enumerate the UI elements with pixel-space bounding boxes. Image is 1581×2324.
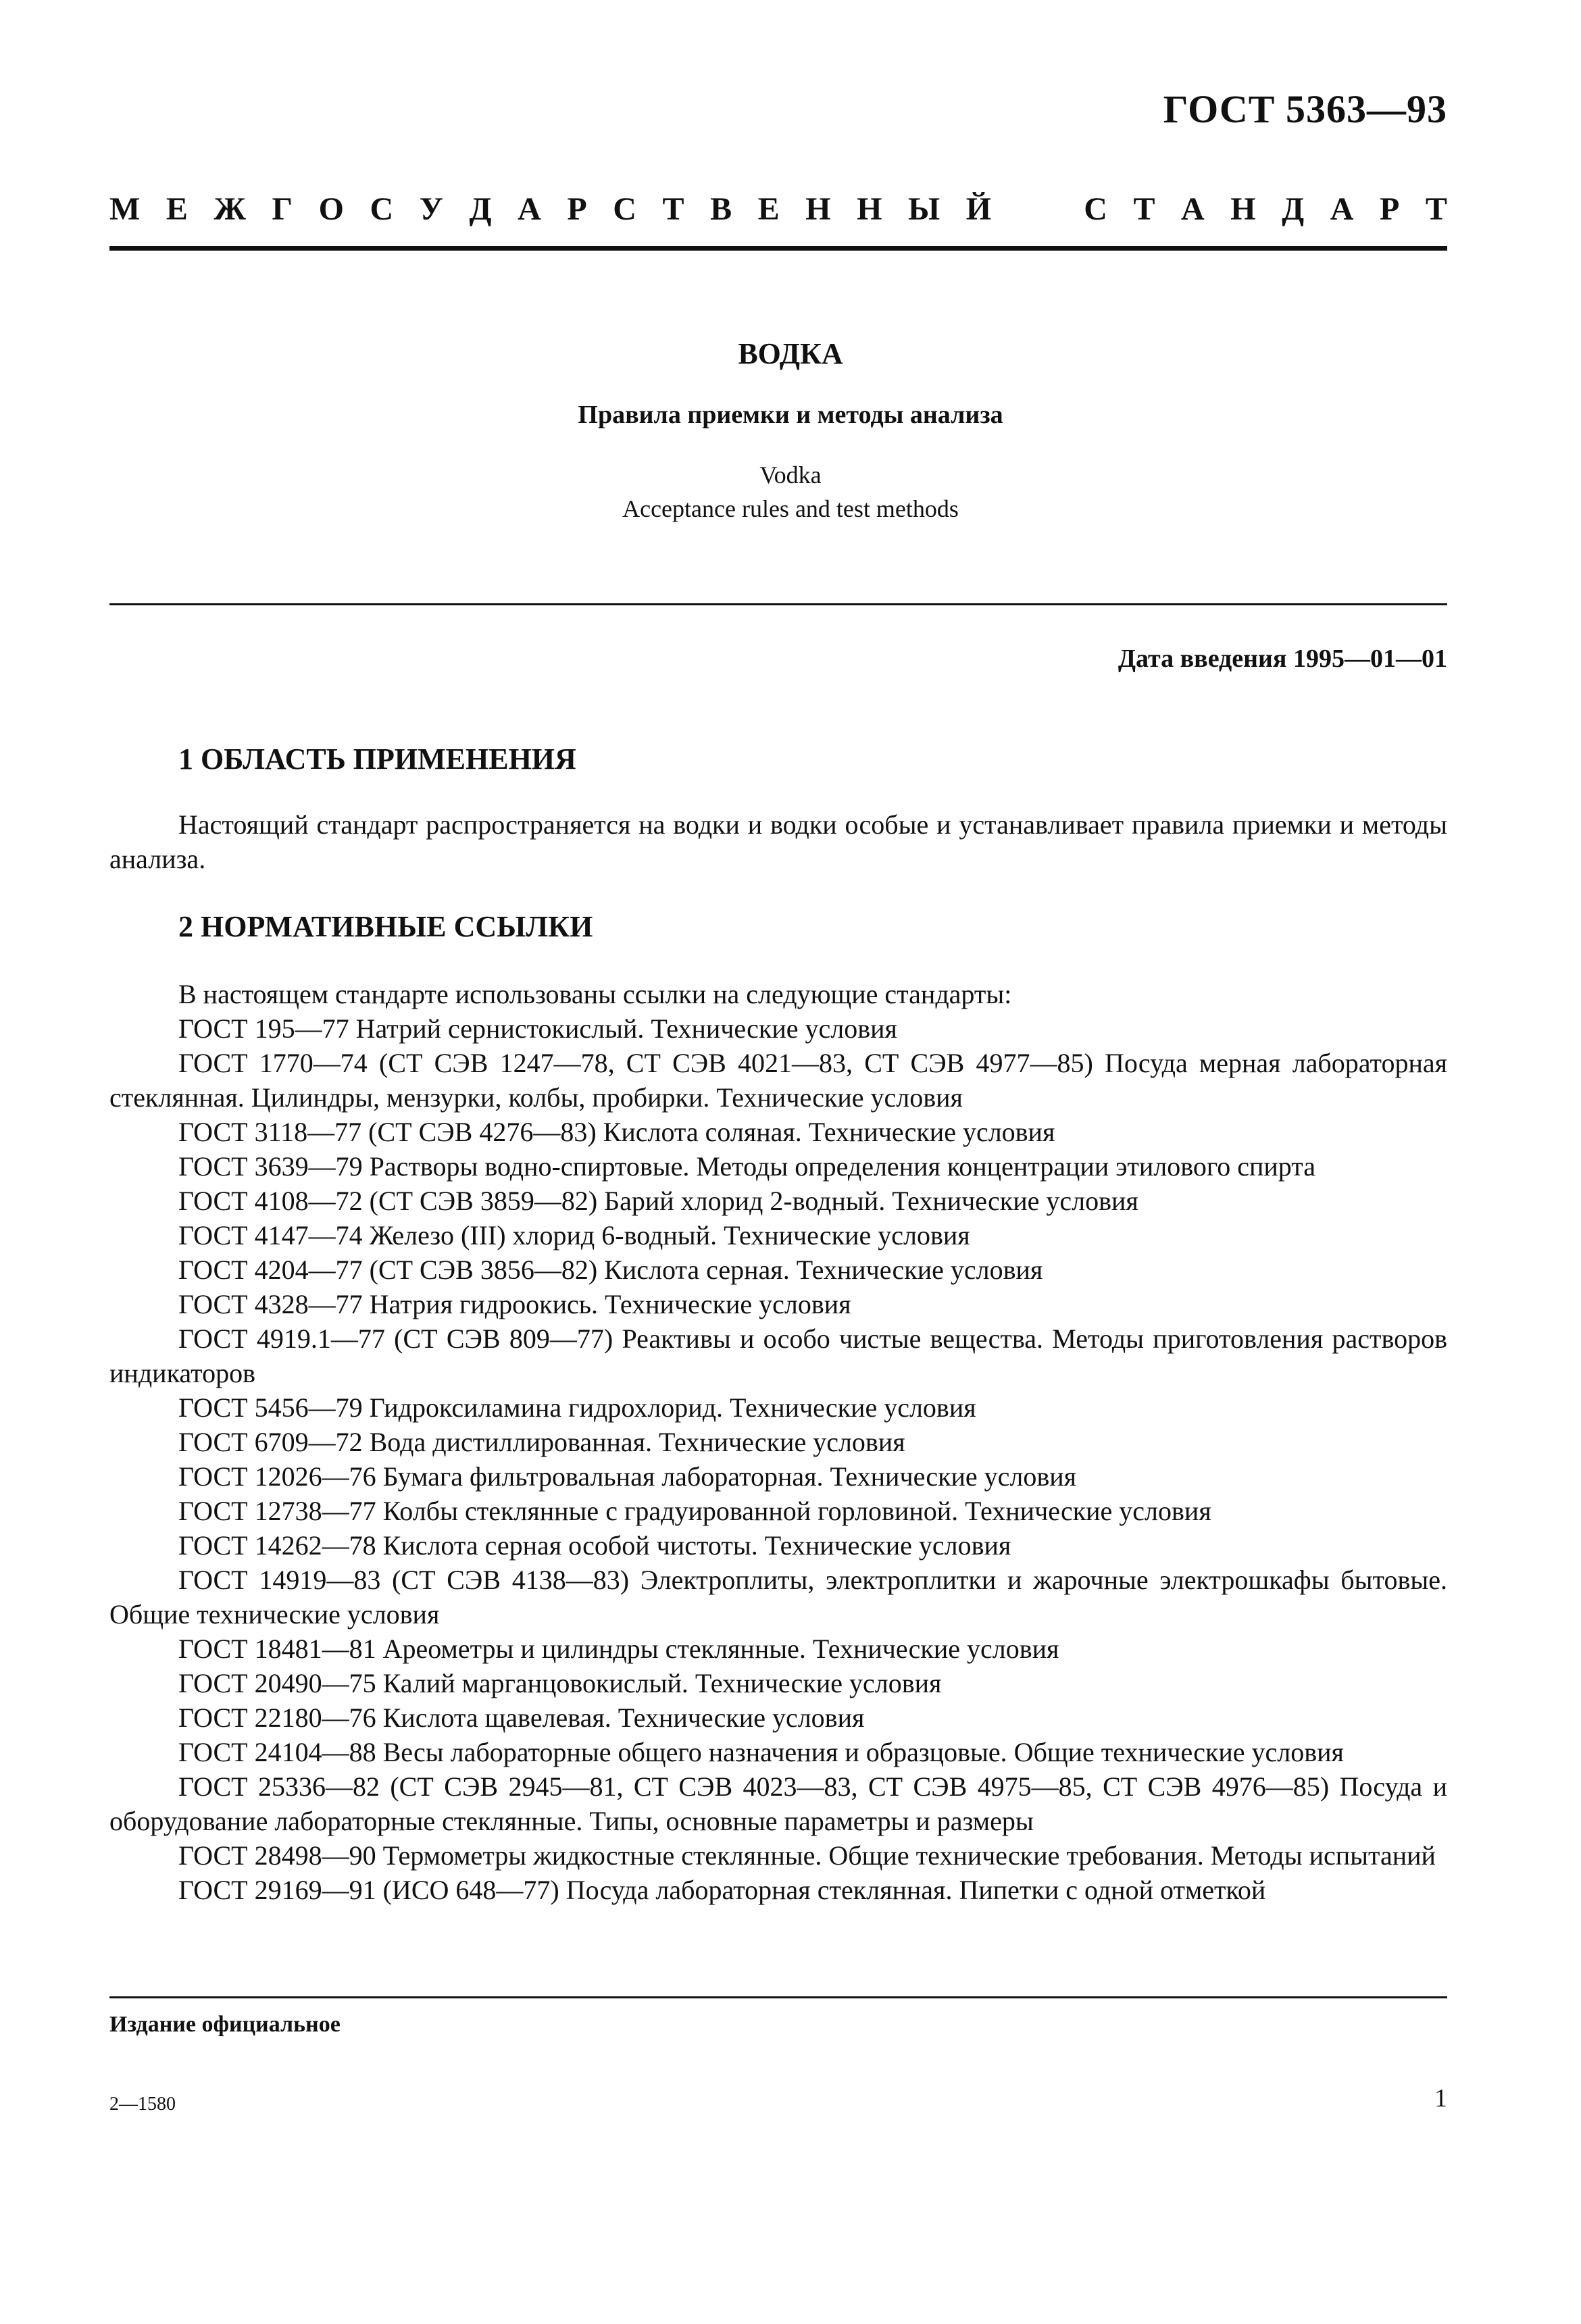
scope-text: [109, 807, 1447, 876]
section-heading-scope: 1 ОБЛАСТЬ ПРИМЕНЕНИЯ: [178, 742, 576, 776]
reference-item: ГОСТ 4147—74 Железо (III) хлорид 6-водный. Технические условия: [178, 1220, 970, 1251]
reference-item: ГОСТ 1770—74 (СТ СЭВ 1247—78, СТ СЭВ 4021—83, СТ СЭВ 4977—85) Посуда мерная лабораторная стеклянная. Цилиндры, мензурки, колбы, пробирки. Технические условия: [109, 1048, 1447, 1113]
banner-letter: С: [613, 191, 636, 227]
interstate-standard-banner: [109, 191, 1447, 228]
banner-letter: А: [1330, 191, 1354, 227]
document-subtitle: Правила приемки и методы анализа: [578, 401, 1003, 429]
banner-letter: В: [710, 191, 732, 227]
paragraph: Настоящий стандарт распространяется на водки и водки особые и устанавливает правила приемки и методы анализа.: [109, 809, 1447, 874]
banner-letter: А: [518, 191, 541, 227]
reference-item: ГОСТ 18481—81 Ареометры и цилиндры стеклянные. Технические условия: [178, 1634, 1059, 1664]
banner-letter: Д: [1282, 191, 1305, 227]
document-title: ВОДКА: [738, 337, 843, 370]
english-title: [0, 458, 1581, 526]
banner-letter: Д: [469, 191, 492, 227]
banner-letter: Р: [567, 191, 587, 227]
reference-item: ГОСТ 5456—79 Гидроксиламина гидрохлорид. Технические условия: [178, 1392, 976, 1423]
banner-letter: С: [370, 191, 394, 227]
reference-item: ГОСТ 14919—83 (СТ СЭВ 4138—83) Электроплиты, электроплитки и жарочные электрошкафы бытовые. Общие технические условия: [109, 1565, 1447, 1630]
banner-letter: Е: [757, 191, 780, 227]
reference-item: ГОСТ 4204—77 (СТ СЭВ 3856—82) Кислота серная. Технические условия: [178, 1255, 1043, 1285]
footer-rule: [109, 1996, 1447, 1998]
official-edition-label: Издание официальное: [109, 2012, 341, 2037]
banner-letter: Н: [857, 191, 882, 227]
banner-letter: Н: [805, 191, 831, 227]
banner-letter: Р: [1379, 191, 1400, 227]
references-list: [109, 977, 1447, 1907]
banner-letter: А: [1181, 191, 1205, 227]
print-code: 2—1580: [109, 2094, 176, 2115]
reference-item: ГОСТ 4328—77 Натрия гидроокись. Технические условия: [178, 1289, 851, 1319]
reference-item: ГОСТ 6709—72 Вода дистиллированная. Технические условия: [178, 1427, 905, 1457]
banner-letter: Т: [1425, 191, 1447, 227]
banner-letter: М: [109, 191, 141, 227]
introduction-date: Дата введения 1995—01—01: [1118, 645, 1447, 673]
banner-letter: С: [1084, 191, 1107, 227]
reference-item: ГОСТ 3118—77 (СТ СЭВ 4276—83) Кислота соляная. Технические условия: [178, 1117, 1055, 1147]
banner-letter: Ы: [908, 191, 940, 227]
header-rule: [109, 246, 1447, 251]
reference-item: ГОСТ 20490—75 Калий марганцовокислый. Технические условия: [178, 1668, 942, 1698]
title-rule: [109, 603, 1447, 605]
paragraph: В настоящем стандарте использованы ссылки на следующие стандарты:: [178, 979, 1012, 1009]
banner-letter: Ж: [214, 191, 246, 227]
reference-item: ГОСТ 12026—76 Бумага фильтровальная лабораторная. Технические условия: [178, 1461, 1077, 1492]
reference-item: ГОСТ 28498—90 Термометры жидкостные стеклянные. Общие технические требования. Методы испытаний: [178, 1840, 1436, 1871]
banner-letter: Г: [272, 191, 293, 227]
banner-letter: Н: [1230, 191, 1256, 227]
banner-letter: У: [419, 191, 443, 227]
banner-letter: Т: [662, 191, 684, 227]
english-title-line: Vodka: [759, 461, 822, 488]
reference-item: ГОСТ 12738—77 Колбы стеклянные с градуированной горловиной. Технические условия: [178, 1496, 1211, 1526]
english-title-line: Acceptance rules and test methods: [622, 495, 959, 522]
reference-item: ГОСТ 29169—91 (ИСО 648—77) Посуда лабораторная стеклянная. Пипетки с одной отметкой: [178, 1875, 1266, 1905]
reference-item: ГОСТ 4919.1—77 (СТ СЭВ 809—77) Реактивы и особо чистые вещества. Методы приготовления растворов индикаторов: [109, 1323, 1447, 1388]
reference-item: ГОСТ 22180—76 Кислота щавелевая. Технические условия: [178, 1702, 865, 1733]
reference-item: ГОСТ 25336—82 (СТ СЭВ 2945—81, СТ СЭВ 4023—83, СТ СЭВ 4975—85, СТ СЭВ 4976—85) Посуда и оборудование лабораторные стеклянные. Типы, основные параметры и размеры: [109, 1771, 1447, 1836]
reference-item: ГОСТ 24104—88 Весы лабораторные общего назначения и образцовые. Общие технические условия: [178, 1737, 1344, 1767]
reference-item: ГОСТ 4108—72 (СТ СЭВ 3859—82) Барий хлорид 2-водный. Технические условия: [178, 1186, 1138, 1216]
banner-letter: О: [318, 191, 344, 227]
section-heading-references: 2 НОРМАТИВНЫЕ ССЫЛКИ: [178, 910, 593, 943]
banner-letter: Т: [1133, 191, 1155, 227]
banner-letter: Е: [166, 191, 188, 227]
standard-number: ГОСТ 5363—93: [1163, 87, 1447, 131]
banner-word-gap: [1018, 191, 1058, 228]
banner-letter: Й: [965, 191, 992, 227]
reference-item: ГОСТ 195—77 Натрий сернистокислый. Технические условия: [178, 1013, 897, 1044]
reference-item: ГОСТ 14262—78 Кислота серная особой чистоты. Технические условия: [178, 1530, 1011, 1561]
page-number: 1: [1434, 2084, 1447, 2113]
reference-item: ГОСТ 3639—79 Растворы водно-спиртовые. Методы определения концентрации этилового спирта: [178, 1151, 1315, 1182]
